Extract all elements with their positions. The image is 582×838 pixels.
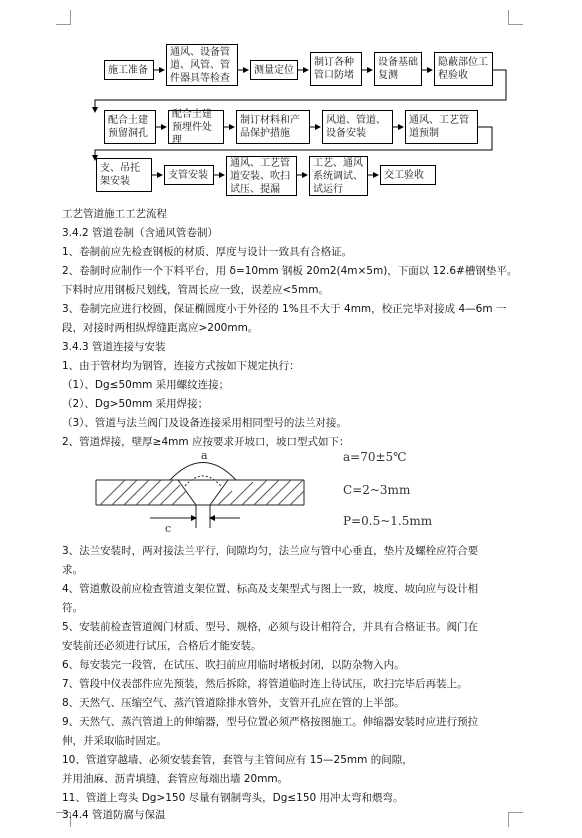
weld-label-c: c <box>165 522 172 535</box>
paragraph-2-line-1: 2、卷制时应制作一个下料平台，用 δ=10mm 钢板 20m2(4m×5m)，下面以 12.6#槽钢垫平。 <box>62 265 518 277</box>
paragraph-8: 8、天然气、压缩空气、蒸汽管道除排水管外，支管开孔应在管的上半部。 <box>62 697 405 709</box>
flow-step-branch-pipe: 支管安装 <box>164 165 214 185</box>
flow-step-protection-measures: 制订材料和产品保护措施 <box>236 110 310 144</box>
flow-step-duct-installation: 风道、管道、设备安装 <box>322 110 393 144</box>
groove-root-face-spec: P=0.5~1.5mm <box>343 514 433 528</box>
flow-step-commissioning: 工艺、通风系统调试、试运行 <box>309 156 368 196</box>
flow-step-inspection: 通风、设备管道、风管、管件器具等检查 <box>166 44 238 86</box>
section-heading-3-4-4: 3.4.4 管道防腐与保温 <box>62 809 166 821</box>
welding-rule: 2、管道焊接，壁厚≥4mm 应按要求开坡口，坡口型式如下： <box>62 436 350 448</box>
flow-step-embedded-parts: 配合土建预埋件处理 <box>168 110 224 144</box>
paragraph-3-line-2: 段，对接时两相纵焊缝距离应>200mm。 <box>62 322 259 334</box>
connection-rule-1: （1）、Dg≤50mm 采用螺纹连接； <box>62 379 230 391</box>
paragraph-valve-line-1: 5、安装前检查管道阀门材质、型号、规格，必须与设计相符合，并具有合格证书。阀门在 <box>62 621 479 633</box>
paragraph-7: 7、管段中仪表部件应先预装，然后拆除，将管道临时连上待试压，吹扫完毕后再装上。 <box>62 678 468 690</box>
flow-step-prefabrication: 通风、工艺管道预制 <box>405 110 478 144</box>
paragraph-support-line-2: 符。 <box>62 602 83 614</box>
flow-step-preparation: 施工准备 <box>104 60 154 80</box>
groove-gap-spec: C=2~3mm <box>343 483 411 497</box>
flowchart-caption: 工艺管道施工工艺流程 <box>62 208 167 220</box>
paragraph-valve-line-2: 安装前还必须进行试压，合格后才能安装。 <box>62 640 262 652</box>
paragraph-2-line-2: 下料时应用钢板尺划线，管周长应一致，误差应<5mm。 <box>62 284 329 296</box>
section-heading-3-4-3: 3.4.3 管道连接与安装 <box>62 341 166 353</box>
paragraph-11: 11、管道上弯头 Dg>150 尽量有钢制弯头，Dg≤150 用冲太弯和煨弯。 <box>62 792 404 804</box>
flow-step-foundation-recheck: 设备基础复测 <box>374 52 422 86</box>
connection-rule-2: （2）、Dg>50mm 采用焊接； <box>62 398 209 410</box>
paragraph-1: 1、卷制前应先检查钢板的材质、厚度与设计一致具有合格证。 <box>62 246 353 258</box>
flow-step-nozzle-plugging: 制订各种管口防堵 <box>310 52 362 86</box>
flow-step-reserve-holes: 配合土建预留洞孔 <box>104 110 156 144</box>
groove-angle-spec: a=70±5℃ <box>343 450 407 464</box>
paragraph-3-line-1: 3、卷制完应进行校圆，保证椭圆度小于外径的 1%且不大于 4mm，校正完毕对接成 4—6m 一 <box>62 303 507 315</box>
paragraph-10-line-2: 并用油麻、沥青填缝，套管应每端出墙 20mm。 <box>62 773 289 785</box>
connection-rule-intro: 1、由于管材均为钢管，连接方式按如下规定执行： <box>62 360 300 372</box>
flow-step-support-installation: 支、吊托架安装 <box>96 158 152 192</box>
flow-step-positioning: 测量定位 <box>250 60 298 80</box>
paragraph-support-line-1: 4、管道敷设前应检查管道支架位置、标高及支架型式与图上一致，坡度、坡向应与设计相 <box>62 583 479 595</box>
flow-step-concealed-acceptance: 隐蔽部位工程验收 <box>434 52 493 86</box>
connection-rule-3: （3）、管道与法兰阀门及设备连接采用相同型号的法兰对接。 <box>62 417 347 429</box>
weld-label-a: a <box>201 449 208 462</box>
section-heading-3-4-2: 3.4.2 管道卷制（含通风管卷制） <box>62 227 219 239</box>
paragraph-9-line-1: 9、天然气、蒸汽管道上的伸缩器，型号位置必须严格按图施工。伸缩器安装时应进行预拉 <box>62 716 479 728</box>
flow-step-handover: 交工验收 <box>380 165 436 185</box>
paragraph-flange-line-2: 求。 <box>62 564 83 576</box>
paragraph-9-line-2: 伸，并采取临时固定。 <box>62 735 167 747</box>
paragraph-6: 6、每安装完一段管，在试压、吹扫前应用临时堵板封闭，以防杂物入内。 <box>62 659 405 671</box>
paragraph-10-line-1: 10、管道穿越墙、必须安装套管，套管与主管间应有 15—25mm 的间隙， <box>62 754 413 766</box>
paragraph-flange-line-1: 3、法兰安装时，两对接法兰平行，间隙均匀，法兰应与管中心垂直，垫片及螺栓应符合要 <box>62 545 479 557</box>
flow-step-pipe-installation-test: 通风、工艺管道安装、吹扫试压、提漏 <box>226 156 297 196</box>
